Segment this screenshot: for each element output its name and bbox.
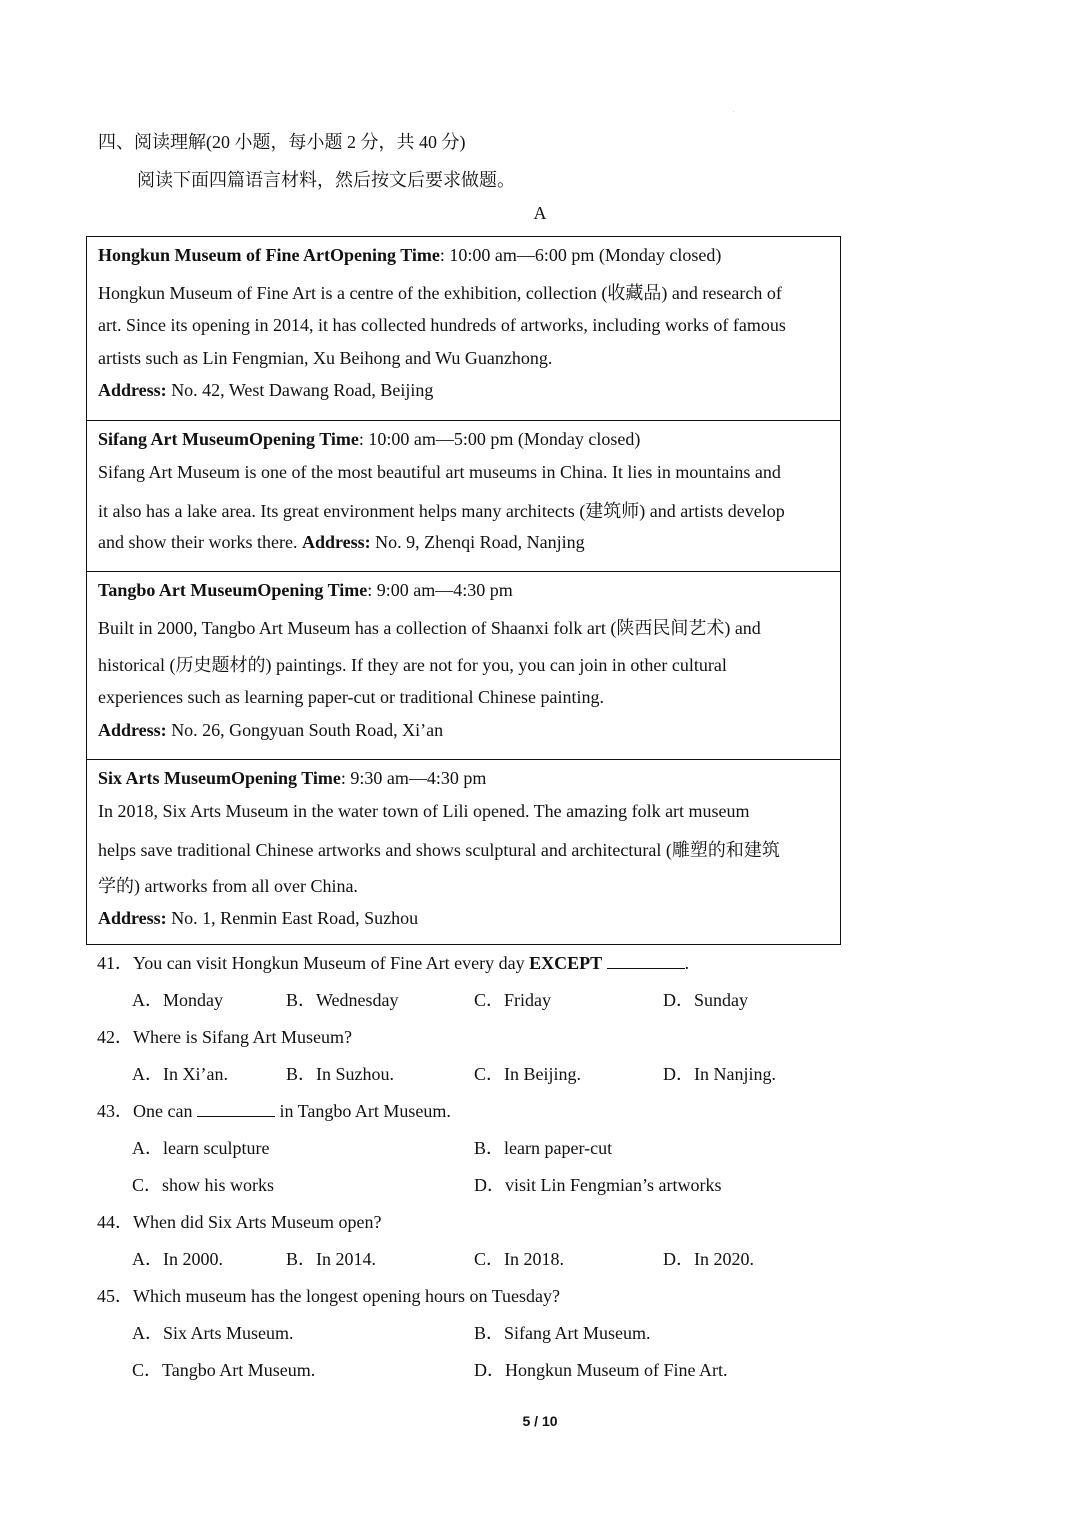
museum-heading bbox=[98, 245, 721, 266]
option-43-c[interactable]: C．show his works bbox=[132, 1175, 275, 1195]
museum-heading bbox=[98, 429, 640, 450]
page-number: 5 / 10 bbox=[522, 1413, 558, 1429]
option-43-a[interactable]: A．learn sculpture bbox=[132, 1138, 270, 1158]
museum-desc-line: artists such as Lin Fengmian, Xu Beihong and Wu Guanzhong. bbox=[98, 348, 553, 368]
address-label: Address: bbox=[98, 380, 167, 400]
museum-desc-line: it also has a lake area. Its great environment helps many architects (建筑师) and artists develop bbox=[98, 501, 785, 521]
option-44-d[interactable]: D．In 2020. bbox=[663, 1249, 754, 1269]
museum-name: Hongkun Museum of Fine Art bbox=[98, 245, 331, 265]
opening-hours: : 9:30 am—4:30 pm bbox=[340, 768, 487, 788]
museum-address bbox=[98, 380, 433, 401]
museum-desc-line: art. Since its opening in 2014, it has collected hundreds of artworks, including works of famous bbox=[98, 315, 786, 335]
option-42-d[interactable]: D．In Nanjing. bbox=[663, 1064, 776, 1084]
opening-label: Opening Time bbox=[249, 429, 359, 449]
question-stem: 43．One can bbox=[97, 1101, 197, 1121]
section-title: 四、阅读理解(20 小题，每小题 2 分，共 40 分) bbox=[98, 132, 466, 152]
museum-heading bbox=[98, 768, 486, 789]
question-41 bbox=[97, 949, 689, 975]
option-41-b[interactable]: B．Wednesday bbox=[286, 990, 399, 1010]
address-label: Address: bbox=[301, 532, 371, 552]
museum-desc-line: historical (历史题材的) paintings. If they are not for you, you can join in other cultural bbox=[98, 655, 727, 675]
question-stem-end: in Tangbo Art Museum. bbox=[274, 1101, 451, 1121]
opening-hours: : 10:00 am—6:00 pm (Monday closed) bbox=[439, 245, 722, 265]
option-45-d[interactable]: D．Hongkun Museum of Fine Art. bbox=[474, 1360, 728, 1380]
museum-desc-line: Built in 2000, Tangbo Art Museum has a collection of Shaanxi folk art (陕西民间艺术) and bbox=[98, 618, 761, 638]
option-44-c[interactable]: C．In 2018. bbox=[474, 1249, 564, 1269]
answer-blank bbox=[197, 1102, 275, 1117]
museum-desc-line: In 2018, Six Arts Museum in the water town of Lili opened. The amazing folk art museum bbox=[98, 801, 750, 821]
option-44-b[interactable]: B．In 2014. bbox=[286, 1249, 376, 1269]
museum-heading bbox=[98, 580, 513, 601]
option-45-b[interactable]: B．Sifang Art Museum. bbox=[474, 1323, 651, 1343]
address-text: No. 1, Renmin East Road, Suzhou bbox=[166, 908, 419, 928]
option-41-d[interactable]: D．Sunday bbox=[663, 990, 748, 1010]
option-41-c[interactable]: C．Friday bbox=[474, 990, 552, 1010]
museum-desc-line: Sifang Art Museum is one of the most beautiful art museums in China. It lies in mountains and bbox=[98, 462, 781, 482]
option-43-d[interactable]: D．visit Lin Fengmian’s artworks bbox=[474, 1175, 722, 1195]
opening-label: Opening Time bbox=[330, 245, 440, 265]
opening-hours: : 10:00 am—5:00 pm (Monday closed) bbox=[358, 429, 641, 449]
museum-cell-sixarts bbox=[87, 759, 840, 944]
address-label: Address: bbox=[98, 720, 167, 740]
address-label: Address: bbox=[98, 908, 167, 928]
museum-name: Tangbo Art Museum bbox=[98, 580, 258, 600]
museum-address bbox=[98, 908, 418, 929]
address-text: No. 42, West Dawang Road, Beijing bbox=[166, 380, 434, 400]
option-45-a[interactable]: A．Six Arts Museum. bbox=[132, 1323, 294, 1343]
museum-desc-line bbox=[98, 532, 585, 553]
question-44: 44．When did Six Arts Museum open? bbox=[97, 1212, 382, 1232]
question-stem-emphasis: EXCEPT bbox=[529, 953, 603, 973]
opening-label: Opening Time bbox=[257, 580, 368, 600]
opening-hours: : 9:00 am—4:30 pm bbox=[367, 580, 513, 600]
option-45-c[interactable]: C．Tangbo Art Museum. bbox=[132, 1360, 316, 1380]
question-stem-end: . bbox=[684, 953, 690, 973]
option-41-a[interactable]: A．Monday bbox=[132, 990, 223, 1010]
address-text: No. 9, Zhenqi Road, Nanjing bbox=[370, 532, 585, 552]
question-stem: 41．You can visit Hongkun Museum of Fine Art every day bbox=[97, 953, 530, 973]
option-44-a[interactable]: A．In 2000. bbox=[132, 1249, 223, 1269]
question-43 bbox=[97, 1097, 451, 1123]
address-text: No. 26, Gongyuan South Road, Xi’an bbox=[166, 720, 444, 740]
museum-desc-text: and show their works there. bbox=[98, 532, 302, 552]
passage-label: A bbox=[533, 203, 547, 223]
answer-blank bbox=[607, 954, 685, 969]
option-42-a[interactable]: A．In Xi’an. bbox=[132, 1064, 228, 1084]
option-43-b[interactable]: B．learn paper-cut bbox=[474, 1138, 613, 1158]
museum-cell-sifang bbox=[87, 420, 840, 571]
museum-desc-line: helps save traditional Chinese artworks and shows sculptural and architectural (雕塑的和建筑 bbox=[98, 840, 780, 860]
museum-desc-line: 学的) artworks from all over China. bbox=[98, 876, 358, 896]
museum-name: Six Arts Museum bbox=[98, 768, 232, 788]
museum-address bbox=[98, 720, 443, 741]
opening-label: Opening Time bbox=[231, 768, 341, 788]
question-45: 45．Which museum has the longest opening hours on Tuesday? bbox=[97, 1286, 560, 1306]
option-42-b[interactable]: B．In Suzhou. bbox=[286, 1064, 394, 1084]
museum-desc-line: experiences such as learning paper-cut or traditional Chinese painting. bbox=[98, 687, 604, 707]
museum-name: Sifang Art Museum bbox=[98, 429, 250, 449]
museum-table bbox=[86, 236, 841, 945]
museum-cell-tangbo bbox=[87, 571, 840, 759]
scan-dot: . bbox=[733, 108, 735, 114]
museum-cell-hongkun bbox=[87, 237, 840, 420]
section-instruction: 阅读下面四篇语言材料，然后按文后要求做题。 bbox=[137, 170, 515, 190]
question-42: 42．Where is Sifang Art Museum? bbox=[97, 1027, 352, 1047]
museum-desc-line: Hongkun Museum of Fine Art is a centre of the exhibition, collection (收藏品) and research of bbox=[98, 283, 782, 303]
option-42-c[interactable]: C．In Beijing. bbox=[474, 1064, 581, 1084]
